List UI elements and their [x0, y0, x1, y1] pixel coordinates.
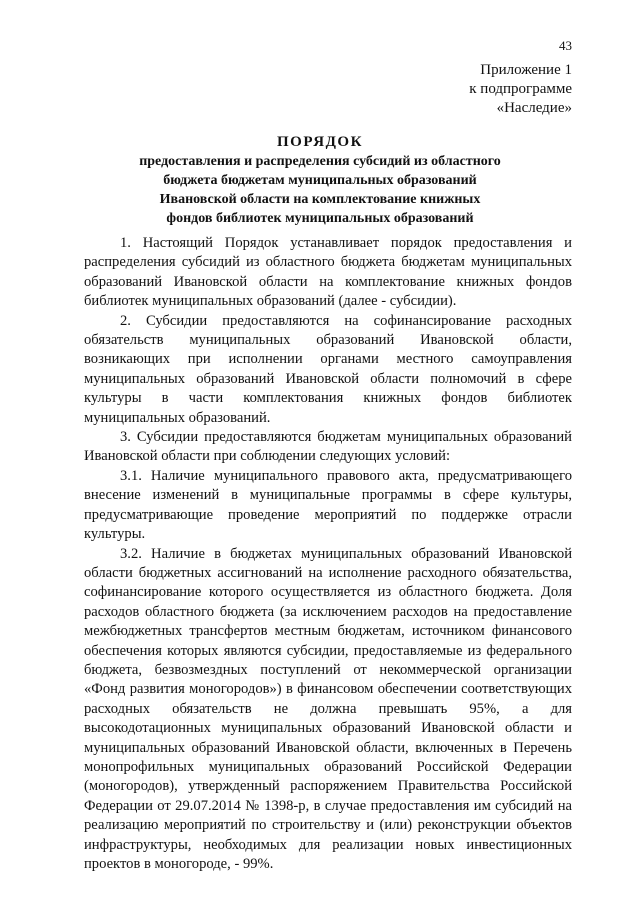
title-line-4: фондов библиотек муниципальных образований [166, 211, 474, 226]
appendix-line-3: «Наследие» [496, 100, 572, 116]
paragraph-3: 3. Субсидии предоставляются бюджетам муниципальных образований Ивановской области при соблюдении следующих условий: [84, 429, 572, 465]
appendix-line-1: Приложение 1 [480, 62, 572, 78]
appendix-header [469, 61, 572, 118]
title-line-1: предоставления и распределения субсидий из областного [139, 154, 501, 169]
paragraph-3-1: 3.1. Наличие муниципального правового акта, предусматривающего внесение изменений в муниципальные программы в сфере культуры, предусматривающие проведение мероприятий по поддержке отрасли культуры. [84, 467, 572, 543]
title-main: ПОРЯДОК [277, 134, 363, 150]
paragraph-2: 2. Субсидии предоставляются на софинансирование расходных обязательств муниципальных образований Ивановской области, возникающих при исполнении органами местного самоуправления муниципальных образований Ивановской области полномочий в сфере культуры в части комплектования книжных фондов библиотек муниципальных образований. [84, 312, 572, 426]
appendix-line-2: к подпрограмме [469, 81, 572, 97]
paragraph-1: 1. Настоящий Порядок устанавливает порядок предоставления и распределения субсидий из областного бюджета бюджетам муниципальных образований Ивановской области на комплектование книжных фондов библиотек муниципальных образований (далее - субсидии). [84, 235, 572, 310]
title-line-3: Ивановской области на комплектование книжных [159, 192, 481, 207]
document-body [84, 234, 572, 874]
page-number: 43 [559, 38, 572, 53]
document-title [110, 132, 530, 228]
paragraph-3-2: 3.2. Наличие в бюджетах муниципальных образований Ивановской области бюджетных ассигнований на исполнение расходного обязательства, софинансирование которого осуществляется из областного бюджета. Доля расходов областного бюджета (за исключением расходов на предоставление межбюджетных трансфертов местным бюджетам, источником финансового обеспечения которых являются субсидии, предоставляемые из федерального бюджета, безвозмездных поступлений от некоммерческой организации «Фонд развития моногородов») в финансовом обеспечении соответствующих расходных обязательств не должна превышать 95%, а для высокодотационных муниципальных образований Ивановской области и муниципальных образований Ивановской области, включенных в Перечень монопрофильных муниципальных образований Российской Федерации (моногородов), утвержденный распоряжением Правительства Российской Федерации от 29.07.2014 № 1398-р, в случае предоставления им субсидий на реализацию мероприятий по строительству и (или) реконструкции объектов инфраструктуры, необходимых для реализации новых инвестиционных проектов в моногороде, - 99%. [84, 545, 572, 872]
title-line-2: бюджета бюджетам муниципальных образований [163, 173, 477, 188]
